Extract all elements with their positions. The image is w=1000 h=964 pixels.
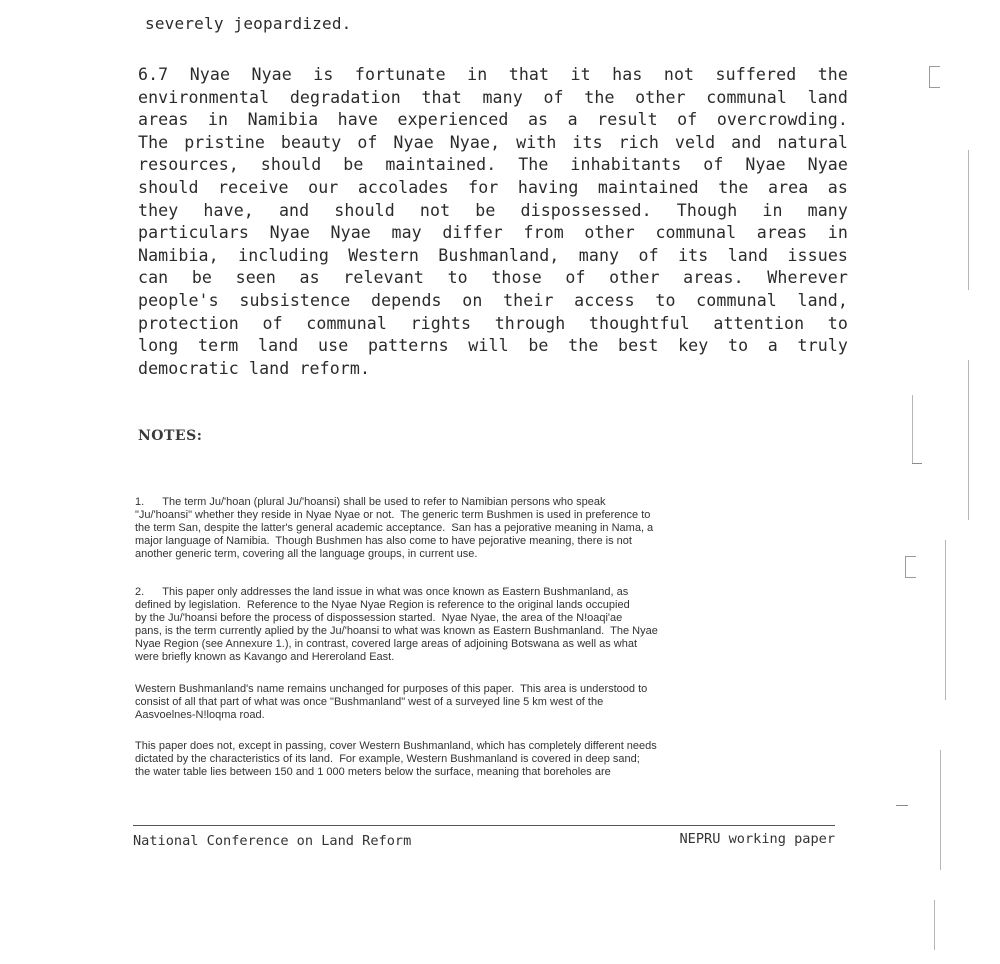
footnote-line: Western Bushmanland's name remains unchanged for purposes of this paper. This area is understood to [135,683,648,695]
footnote-line: 2. This paper only addresses the land issue in what was once known as Eastern Bushmanland, as [135,586,629,598]
footnote-scope [135,740,835,779]
footnote-1 [135,496,835,561]
footnote-line: Nyae Region (see Annexure 1.), in contrast, covered large areas of adjoining Botswana as well as what [135,638,638,650]
footnote-line: "Ju/'hoansi" whether they reside in Nyae Nyae or not. The generic term Bushmen is used in preference to [135,509,651,521]
paragraph-line: resources, should be maintained. The inhabitants of Nyae Nyae [138,155,848,175]
footnote-line: the water table lies between 150 and 1 000 meters below the surface, meaning that boreholes are [135,766,611,778]
paragraph-6-7 [138,64,848,380]
notes-heading: NOTES: [138,428,203,444]
footnote-line: consist of all that part of what was once "Bushmanland" west of a surveyed line 5 km west of the [135,696,604,708]
paragraph-line: particulars Nyae Nyae may differ from other communal areas in [138,223,848,243]
footer-conference-title: National Conference on Land Reform [133,833,412,849]
scan-edge-line [968,360,969,520]
footnote-western-bushmanland [135,683,835,722]
footnote-line: the term San, despite the latter's general academic acceptance. San has a pejorative meaning in Nama, a [135,522,654,534]
footer-paper-label: NEPRU working paper [679,831,835,847]
scan-mark [912,463,922,464]
paragraph-line: The pristine beauty of Nyae Nyae, with its rich veld and natural [138,132,848,152]
scan-edge-line [940,750,941,870]
scan-edge-line [912,395,913,463]
scan-edge-line [934,900,935,950]
paragraph-line: Namibia, including Western Bushmanland, many of its land issues [138,245,848,265]
scan-mark [905,556,916,578]
footnote-line: Aasvoelnes-N!loqma road. [135,709,265,721]
paragraph-line: areas in Namibia have experienced as a result of overcrowding. [138,110,848,130]
footnote-line: another generic term, covering all the language groups, in current use. [135,548,478,560]
footnote-2 [135,586,835,664]
paragraph-line: long term land use patterns will be the best key to a truly [138,336,848,356]
paragraph-line: protection of communal rights through thoughtful attention to [138,313,848,333]
paragraph-line: 6.7 Nyae Nyae is fortunate in that it has not suffered the [138,65,848,84]
footnote-line: were briefly known as Kavango and Hereroland East. [135,651,395,663]
footnote-line: 1. The term Ju/'hoan (plural Ju/'hoansi) shall be used to refer to Namibian persons who speak [135,496,606,508]
paragraph-line: environmental degradation that many of the other communal land [138,87,848,107]
paragraph-line: they have, and should not be dispossessed. Though in many [138,200,848,220]
paragraph-line: should receive our accolades for having maintained the area as [138,177,848,197]
footnote-line: dictated by the characteristics of its land. For example, Western Bushmanland is covered in deep sand; [135,753,640,765]
footnote-line: pans, is the term currently aplied by the Ju/'hoansi to what was known as Eastern Bushmanland. The Nyae [135,625,658,637]
scan-mark [929,66,940,88]
paragraph-line: can be seen as relevant to those of other areas. Wherever [138,268,848,288]
continued-text-line: severely jeopardized. [145,14,352,33]
paragraph-line: democratic land reform. [138,358,371,378]
scan-mark [896,805,908,806]
paragraph-line: people's subsistence depends on their access to communal land, [138,290,848,310]
footnote-line: major language of Namibia. Though Bushmen has also come to have pejorative meaning, there is not [135,535,632,547]
scan-edge-line [945,540,946,700]
footnote-line: This paper does not, except in passing, cover Western Bushmanland, which has completely different needs [135,740,657,752]
footnote-line: defined by legislation. Reference to the Nyae Nyae Region is reference to the original lands occupied [135,599,630,611]
footer-divider [133,825,835,826]
scan-edge-line [968,150,969,290]
footnote-line: by the Ju/'hoansi before the process of dispossession started. Nyae Nyae, the area of the N!oaqi'ae [135,612,623,624]
